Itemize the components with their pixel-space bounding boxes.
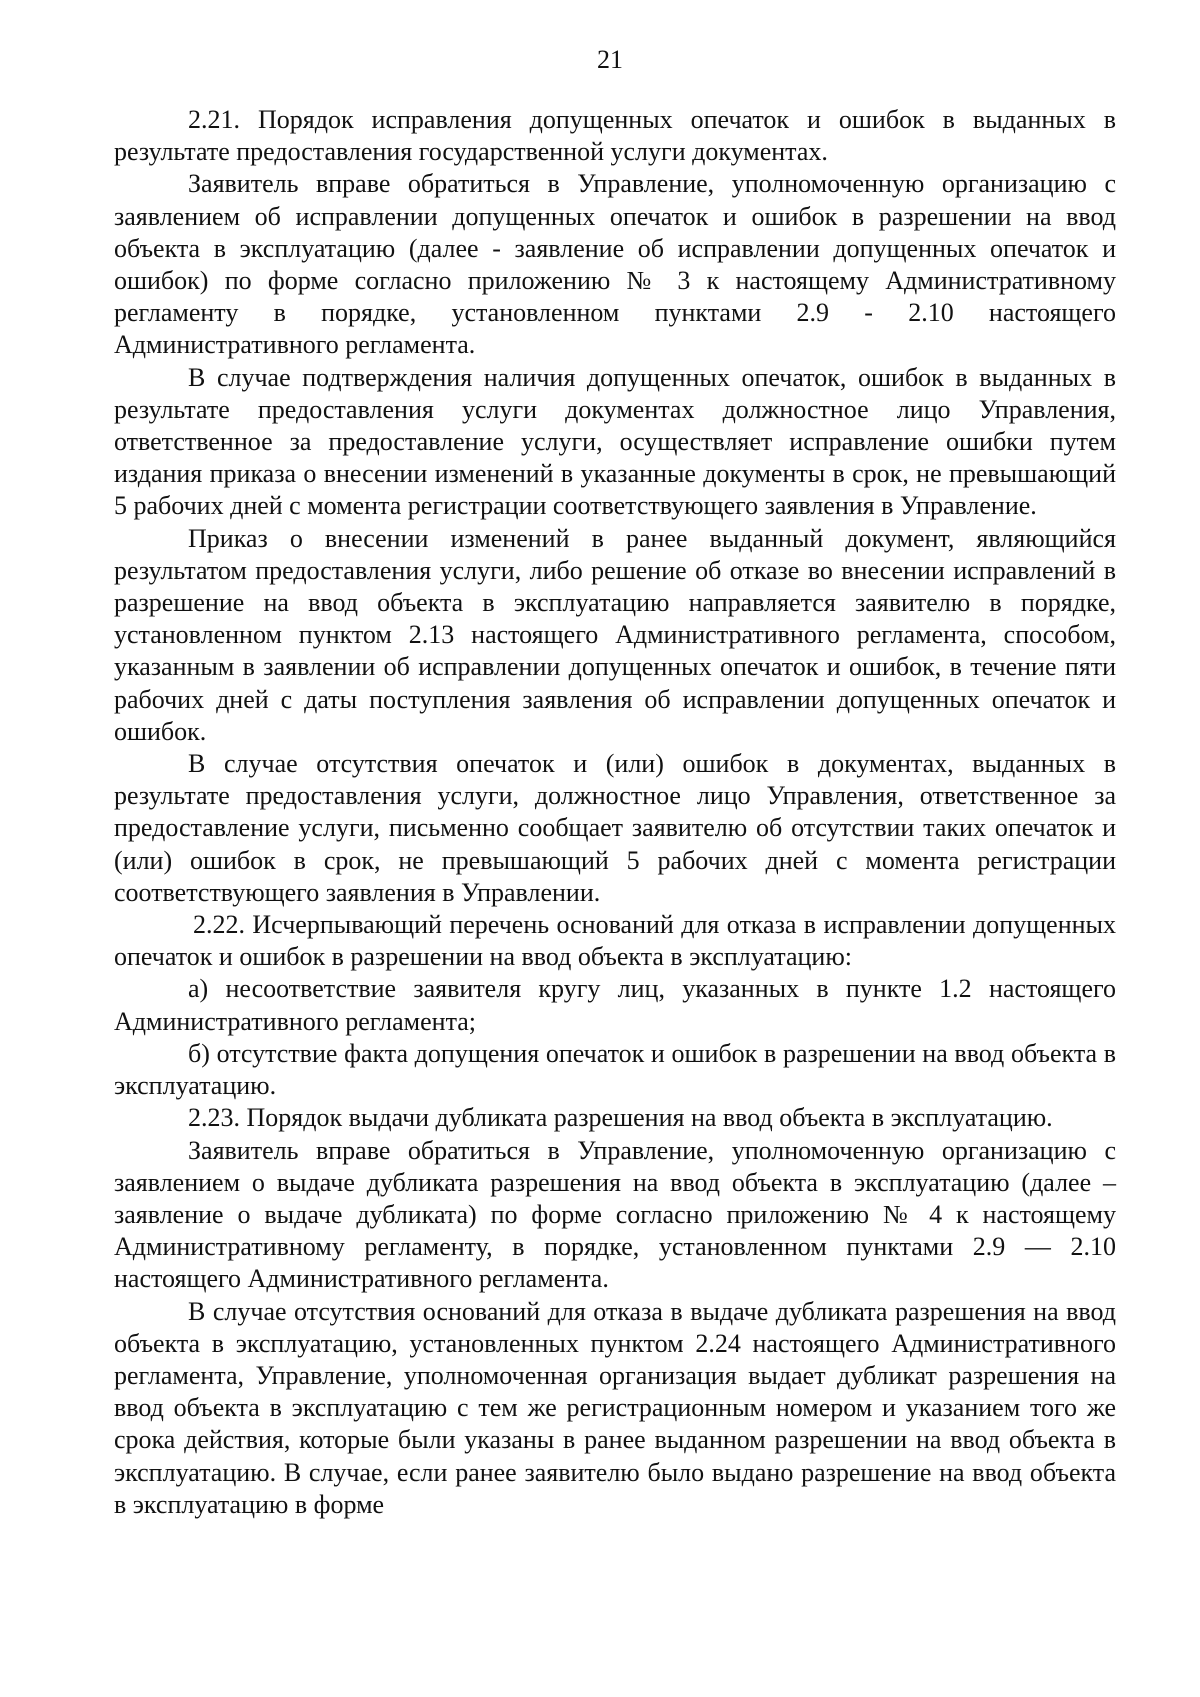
list-item-a: а) несоответствие заявителя кругу лиц, указанных в пункте 1.2 настоящего Административного регламента; bbox=[114, 974, 1116, 1036]
page-number: 21 bbox=[597, 45, 623, 74]
paragraph: В случае подтверждения наличия допущенных опечаток, ошибок в выданных в результате предоставления услуги документах должностное лицо Управления, ответственное за предоставление услуги, осуществляет исправление ошибки путем издания приказа о внесении изменений в указанные документы в срок, не превышающий 5 рабочих дней с момента регистрации соответствующего заявления в Управление. bbox=[114, 362, 1116, 521]
paragraph: Приказ о внесении изменений в ранее выданный документ, являющийся результатом предоставления услуги, либо решение об отказе во внесении исправлений в разрешение на ввод объекта в эксплуатацию направляется заявителю в порядке, установленном пунктом 2.13 настоящего Административного регламента, способом, указанным в заявлении об исправлении допущенных опечаток и ошибок, в течение пяти рабочих дней с даты поступления заявления об исправлении допущенных опечаток и ошибок. bbox=[114, 523, 1116, 746]
paragraph-2-23-heading: 2.23. Порядок выдачи дубликата разрешения на ввод объекта в эксплуатацию. bbox=[188, 1103, 1053, 1133]
paragraph-2-21-heading: 2.21. Порядок исправления допущенных опечаток и ошибок в выданных в результате предоставления государственной услуги документах. bbox=[114, 105, 1116, 167]
paragraph: В случае отсутствия оснований для отказа в выдаче дубликата разрешения на ввод объекта в эксплуатацию, установленных пунктом 2.24 настоящего Административного регламента, Управление, уполномоченная организация выдает дубликат разрешения на ввод объекта в эксплуатацию с тем же регистрационным номером и указанием того же срока действия, которые были указаны в ранее выданном разрешении на ввод объекта в эксплуатацию. В случае, если ранее заявителю было выдано разрешение на ввод объекта в эксплуатацию в форме bbox=[114, 1296, 1116, 1519]
paragraph: Заявитель вправе обратиться в Управление, уполномоченную организацию с заявлением о выдаче дубликата разрешения на ввод объекта в эксплуатацию (далее – заявление о выдаче дубликата) по форме согласно приложению № 4 к настоящему Административному регламенту, в порядке, установленном пунктами 2.9 — 2.10 настоящего Административного регламента. bbox=[114, 1135, 1116, 1294]
paragraph: Заявитель вправе обратиться в Управление, уполномоченную организацию с заявлением об исправлении допущенных опечаток и ошибок в разрешении на ввод объекта в эксплуатацию (далее - заявление об исправлении допущенных опечаток и ошибок) по форме согласно приложению № 3 к настоящему Административному регламенту в порядке, установленном пунктами 2.9 - 2.10 настоящего Административного регламента. bbox=[114, 169, 1116, 360]
document-body bbox=[114, 104, 1116, 1521]
paragraph: В случае отсутствия опечаток и (или) ошибок в документах, выданных в результате предоставления услуги, должностное лицо Управления, ответственное за предоставление услуги, письменно сообщает заявителю об отсутствии таких опечаток и (или) ошибок в срок, не превышающий 5 рабочих дней с момента регистрации соответствующего заявления в Управлении. bbox=[114, 749, 1116, 907]
paragraph-2-22-heading: 2.22. Исчерпывающий перечень оснований для отказа в исправлении допущенных опечаток и ошибок в разрешении на ввод объекта в эксплуатацию: bbox=[114, 910, 1116, 972]
list-item-b: б) отсутствие факта допущения опечаток и ошибок в разрешении на ввод объекта в эксплуатацию. bbox=[114, 1038, 1116, 1101]
